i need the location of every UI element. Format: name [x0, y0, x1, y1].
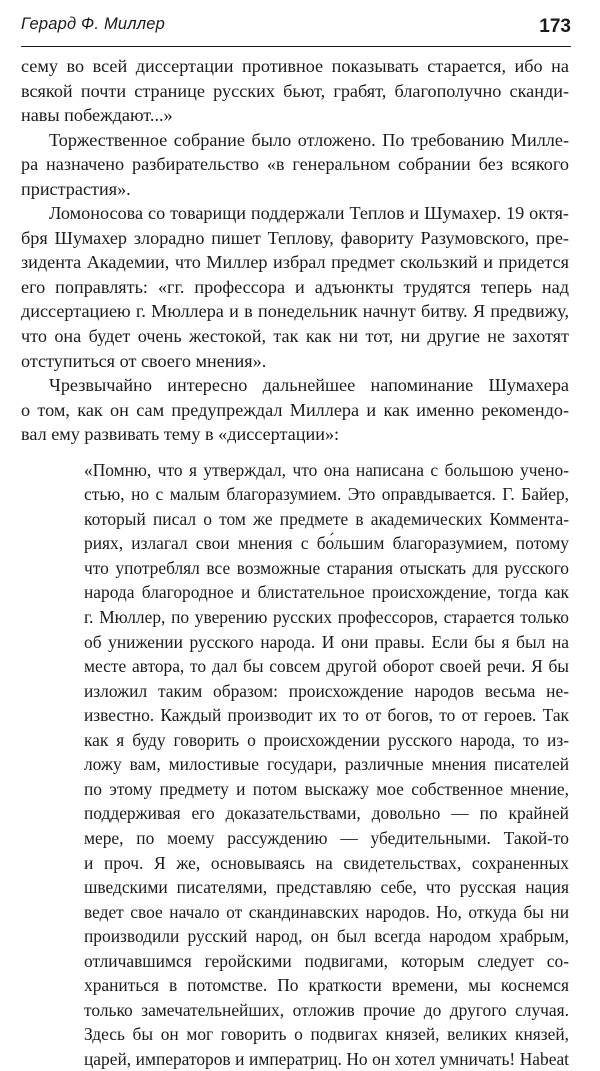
paragraph — [21, 54, 569, 128]
text-line: диссертациею г. Мюллера и в понедельник начнут битву. Я предвижу, — [21, 301, 569, 322]
body-text — [21, 54, 569, 1071]
quote-line: отличавшимся геройскими подвигами, которым следует со- — [84, 950, 569, 971]
quote-line: ложу вам, милостивые государи, различные мнения писателей — [84, 754, 569, 775]
quote-line: месте автора, то дал бы совсем другой оборот своей речи. Я бы — [84, 656, 569, 677]
text-line: вал ему развивать тему в «диссертации»: — [21, 424, 340, 445]
quote-line: риях, излагал свои мнения с бо́льшим благоразумием, потому — [84, 533, 569, 554]
quote-line: и проч. Я же, основываясь на свидетельствах, сохраненных — [84, 852, 569, 873]
text-line: что она будет очень жестокой, так как ни тот, ни другие не захотят — [21, 326, 569, 347]
paragraph — [21, 128, 569, 202]
text-line: бря Шумахер злорадно пишет Теплову, фавориту Разумовского, пре- — [21, 227, 569, 248]
text-line: отступиться от своего мнения». — [21, 350, 267, 371]
text-line: Торжественное собрание было отложено. По требованию Милле- — [49, 129, 569, 150]
quote-line: который писал о том же предмете в академических Коммента- — [84, 508, 569, 529]
text-line: сему во всей диссертации противное показывать старается, ибо на — [21, 56, 569, 76]
block-quote — [84, 458, 569, 1071]
quote-line: об унижении русского народа. И они правы. Если бы я был на — [84, 631, 569, 652]
paragraph — [21, 373, 569, 447]
quote-line: народа благородное и блистательное происхождение, тогда как — [84, 582, 569, 603]
quote-line: по этому предмету и потом выскажу мое собственное мнение, — [84, 778, 569, 799]
quote-line: царей, императоров и императриц. Но он хотел умничать! Habeat — [84, 1048, 569, 1069]
quote-line: «Помню, что я утверждал, что она написана с большою учено- — [84, 459, 569, 480]
quote-line: изложил таким образом: происхождение народов весьма не- — [84, 680, 569, 701]
quote-line: мере, по моему рассуждению — убедительными. Такой-то — [84, 827, 569, 848]
text-line: ра назначено разбирательство «в генеральном собрании без всякого — [21, 154, 569, 175]
text-line: зидента Академии, что Миллер избрал предмет скользкий и придется — [21, 252, 569, 273]
text-line: Ломоносова со товарищи поддержали Теплов и Шумахер. 19 октя- — [49, 203, 569, 224]
quote-line: только замечательнейших, отложив прочие до другого случая. — [84, 999, 569, 1020]
running-header — [21, 14, 571, 47]
running-header-author: Герард Ф. Миллер — [21, 15, 166, 33]
quote-line: что употреблял все возможные старания отыскать для русского — [84, 557, 569, 578]
text-line: о том, как он сам предупреждал Миллера и как именно рекомендо- — [21, 399, 569, 420]
text-line: пристрастия». — [21, 178, 131, 199]
quote-line: г. Мюллер, по уверению русских профессоров, старается только — [84, 607, 569, 628]
quote-line: стью, но с малым благоразумием. Это оправдывается. Г. Байер, — [84, 484, 569, 505]
quote-line: храниться в потомстве. По краткости времени, мы коснемся — [84, 975, 569, 996]
quote-line: шведскими писателями, представляю себе, что русская нация — [84, 877, 569, 898]
quote-line: известно. Каждый производит их то от богов, то от героев. Так — [84, 705, 569, 726]
text-line: всякой почти странице русских бьют, грабят, благополучно сканди- — [21, 80, 569, 101]
paragraph — [21, 201, 569, 373]
text-line: навы побеждают...» — [21, 105, 173, 126]
quote-line: поддерживая его доказательствами, довольно — по крайней — [84, 803, 569, 824]
text-line: его поправлять: «гг. профессора и адъюнкты трудятся теперь над — [21, 276, 569, 297]
quote-line: Здесь бы он мог говорить о подвигах князей, великих князей, — [84, 1024, 569, 1045]
quote-line: как я буду говорить о происхождении русского народа, то из- — [84, 729, 569, 750]
quote-line: ведет свое начало от скандинавских народов. Но, откуда бы ни — [84, 901, 569, 922]
text-line: Чрезвычайно интересно дальнейшее напоминание Шумахера — [49, 375, 569, 396]
quote-line: производили русский народ, он был всегда народом храбрым, — [84, 926, 569, 947]
page-number: 173 — [539, 16, 571, 37]
